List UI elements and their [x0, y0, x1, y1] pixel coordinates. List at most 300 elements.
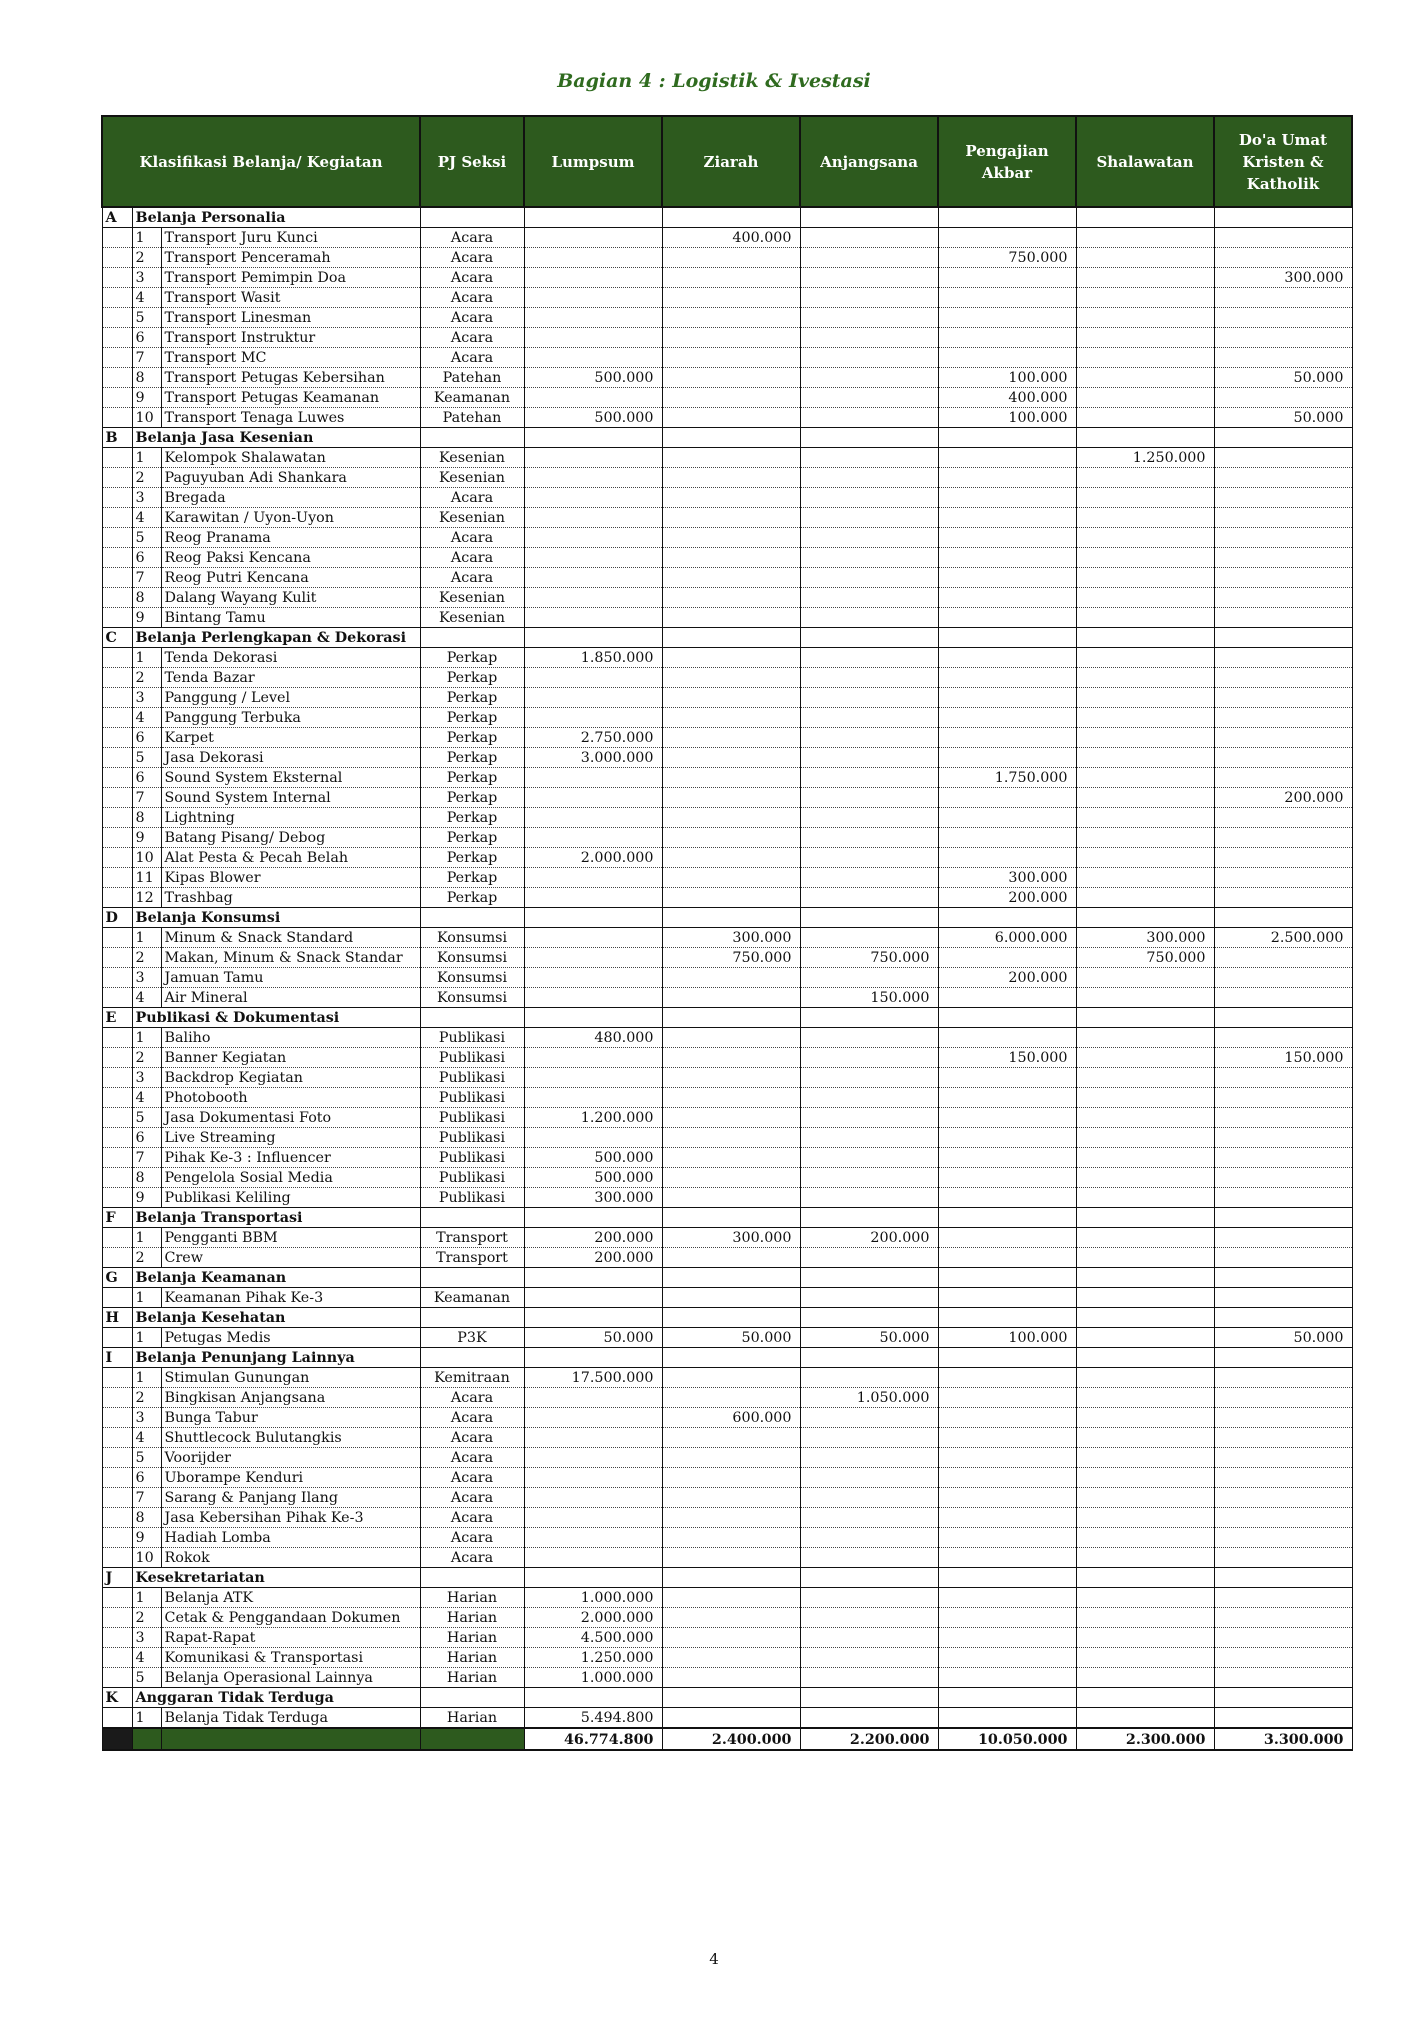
value-anjangsana: 150.000 — [800, 988, 938, 1008]
page-number: 4 — [709, 1950, 719, 1968]
value-doa-umat — [1214, 748, 1352, 768]
value-shalawatan — [1076, 1148, 1214, 1168]
value-ziarah — [662, 488, 800, 508]
value-anjangsana — [800, 1528, 938, 1548]
empty-cell — [662, 628, 800, 648]
empty-cell — [102, 508, 132, 528]
value-pengajian-akbar — [938, 1588, 1076, 1608]
value-lumpsum: 1.000.000 — [524, 1588, 662, 1608]
value-shalawatan — [1076, 1168, 1214, 1188]
table-row — [102, 708, 1352, 728]
empty-cell — [1076, 1008, 1214, 1028]
item-number: 4 — [132, 1648, 161, 1668]
value-doa-umat — [1214, 1608, 1352, 1628]
value-pengajian-akbar — [938, 1028, 1076, 1048]
value-ziarah — [662, 788, 800, 808]
section-code: F — [102, 1208, 132, 1228]
value-shalawatan — [1076, 648, 1214, 668]
value-shalawatan: 750.000 — [1076, 948, 1214, 968]
value-lumpsum: 50.000 — [524, 1328, 662, 1348]
value-ziarah — [662, 1428, 800, 1448]
value-doa-umat — [1214, 508, 1352, 528]
table-row — [102, 948, 1352, 968]
value-lumpsum: 300.000 — [524, 1188, 662, 1208]
item-name: Karawitan / Uyon-Uyon — [161, 508, 420, 528]
item-name: Transport Penceramah — [161, 248, 420, 268]
item-name: Petugas Medis — [161, 1328, 420, 1348]
value-anjangsana — [800, 228, 938, 248]
item-pj-seksi: Acara — [420, 488, 524, 508]
empty-cell — [800, 1348, 938, 1368]
table-row — [102, 1528, 1352, 1548]
empty-cell — [800, 1308, 938, 1328]
table-row — [102, 1448, 1352, 1468]
item-number: 1 — [132, 1288, 161, 1308]
value-pengajian-akbar — [938, 1428, 1076, 1448]
value-pengajian-akbar — [938, 948, 1076, 968]
item-number: 5 — [132, 1108, 161, 1128]
item-name: Transport Instruktur — [161, 328, 420, 348]
empty-cell — [1076, 1348, 1214, 1368]
value-ziarah — [662, 1648, 800, 1668]
table-row — [102, 308, 1352, 328]
table-row — [102, 1048, 1352, 1068]
value-anjangsana — [800, 1288, 938, 1308]
value-ziarah — [662, 1588, 800, 1608]
value-anjangsana — [800, 448, 938, 468]
item-name: Keamanan Pihak Ke-3 — [161, 1288, 420, 1308]
value-ziarah — [662, 348, 800, 368]
empty-cell — [800, 1008, 938, 1028]
header-pj-seksi: PJ Seksi — [420, 116, 524, 207]
empty-cell — [1076, 1208, 1214, 1228]
value-lumpsum — [524, 1288, 662, 1308]
value-shalawatan — [1076, 868, 1214, 888]
item-name: Rokok — [161, 1548, 420, 1568]
item-pj-seksi: Perkap — [420, 848, 524, 868]
empty-cell — [102, 768, 132, 788]
value-lumpsum: 1.850.000 — [524, 648, 662, 668]
value-anjangsana — [800, 708, 938, 728]
item-name: Photobooth — [161, 1088, 420, 1108]
value-lumpsum — [524, 348, 662, 368]
section-title: Belanja Jasa Kesenian — [132, 428, 420, 448]
value-shalawatan — [1076, 1368, 1214, 1388]
item-pj-seksi: Harian — [420, 1668, 524, 1688]
table-row — [102, 1108, 1352, 1128]
value-pengajian-akbar: 100.000 — [938, 408, 1076, 428]
empty-cell — [800, 1268, 938, 1288]
table-row — [102, 768, 1352, 788]
value-pengajian-akbar — [938, 1228, 1076, 1248]
empty-cell — [102, 448, 132, 468]
value-ziarah — [662, 768, 800, 788]
table-row — [102, 1508, 1352, 1528]
empty-cell — [102, 228, 132, 248]
value-ziarah — [662, 548, 800, 568]
empty-cell — [1214, 628, 1352, 648]
value-shalawatan — [1076, 568, 1214, 588]
empty-cell — [102, 868, 132, 888]
value-doa-umat — [1214, 1708, 1352, 1729]
value-shalawatan — [1076, 1448, 1214, 1468]
item-number: 6 — [132, 768, 161, 788]
value-shalawatan — [1076, 468, 1214, 488]
table-row — [102, 568, 1352, 588]
item-name: Minum & Snack Standard — [161, 928, 420, 948]
empty-cell — [102, 1108, 132, 1128]
value-pengajian-akbar — [938, 528, 1076, 548]
empty-cell — [938, 1348, 1076, 1368]
value-lumpsum: 500.000 — [524, 408, 662, 428]
value-ziarah — [662, 408, 800, 428]
item-name: Bintang Tamu — [161, 608, 420, 628]
section-row — [102, 1308, 1352, 1328]
empty-cell — [420, 1208, 524, 1228]
item-pj-seksi: Harian — [420, 1708, 524, 1729]
item-number: 7 — [132, 348, 161, 368]
empty-cell — [662, 1208, 800, 1228]
header-classification: Klasifikasi Belanja/ Kegiatan — [102, 116, 420, 207]
value-pengajian-akbar — [938, 1628, 1076, 1648]
empty-cell — [420, 1308, 524, 1328]
item-number: 3 — [132, 1408, 161, 1428]
empty-cell — [1076, 1568, 1214, 1588]
value-pengajian-akbar — [938, 548, 1076, 568]
value-ziarah — [662, 888, 800, 908]
value-doa-umat — [1214, 608, 1352, 628]
totals-spacer — [132, 1728, 161, 1750]
empty-cell — [1214, 1308, 1352, 1328]
section-title: Belanja Perlengkapan & Dekorasi — [132, 628, 420, 648]
empty-cell — [1214, 1348, 1352, 1368]
value-anjangsana — [800, 1468, 938, 1488]
table-row — [102, 1368, 1352, 1388]
value-pengajian-akbar — [938, 1088, 1076, 1108]
value-ziarah — [662, 848, 800, 868]
section-row — [102, 1268, 1352, 1288]
item-name: Kelompok Shalawatan — [161, 448, 420, 468]
empty-cell — [420, 207, 524, 228]
value-lumpsum — [524, 828, 662, 848]
value-shalawatan — [1076, 1548, 1214, 1568]
value-pengajian-akbar — [938, 1508, 1076, 1528]
value-ziarah: 750.000 — [662, 948, 800, 968]
value-pengajian-akbar — [938, 1388, 1076, 1408]
table-row — [102, 548, 1352, 568]
value-shalawatan — [1076, 548, 1214, 568]
empty-cell — [102, 688, 132, 708]
value-anjangsana — [800, 848, 938, 868]
value-anjangsana — [800, 348, 938, 368]
table-row — [102, 1328, 1352, 1348]
value-ziarah — [662, 1528, 800, 1548]
value-ziarah — [662, 248, 800, 268]
empty-cell — [1076, 628, 1214, 648]
value-shalawatan — [1076, 1488, 1214, 1508]
section-title: Belanja Personalia — [132, 207, 420, 228]
item-name: Lightning — [161, 808, 420, 828]
empty-cell — [102, 1628, 132, 1648]
empty-cell — [102, 1648, 132, 1668]
value-doa-umat — [1214, 328, 1352, 348]
value-doa-umat — [1214, 1288, 1352, 1308]
table-row — [102, 1408, 1352, 1428]
empty-cell — [800, 428, 938, 448]
item-number: 4 — [132, 1088, 161, 1108]
item-name: Reog Pranama — [161, 528, 420, 548]
empty-cell — [102, 668, 132, 688]
empty-cell — [102, 548, 132, 568]
item-name: Publikasi Keliling — [161, 1188, 420, 1208]
empty-cell — [1214, 1568, 1352, 1588]
empty-cell — [102, 948, 132, 968]
empty-cell — [102, 328, 132, 348]
value-doa-umat — [1214, 1508, 1352, 1528]
table-row — [102, 1488, 1352, 1508]
empty-cell — [1214, 207, 1352, 228]
totals-marker — [102, 1728, 132, 1750]
value-pengajian-akbar — [938, 1408, 1076, 1428]
value-doa-umat — [1214, 588, 1352, 608]
item-pj-seksi: Kesenian — [420, 588, 524, 608]
item-number: 5 — [132, 1668, 161, 1688]
value-shalawatan — [1076, 1128, 1214, 1148]
item-name: Kipas Blower — [161, 868, 420, 888]
value-ziarah — [662, 1148, 800, 1168]
item-name: Transport Tenaga Luwes — [161, 408, 420, 428]
value-ziarah — [662, 1388, 800, 1408]
item-pj-seksi: Harian — [420, 1648, 524, 1668]
empty-cell — [102, 1468, 132, 1488]
section-title: Anggaran Tidak Terduga — [132, 1688, 420, 1708]
value-ziarah — [662, 1468, 800, 1488]
value-anjangsana — [800, 368, 938, 388]
value-ziarah: 50.000 — [662, 1328, 800, 1348]
empty-cell — [102, 988, 132, 1008]
value-anjangsana — [800, 508, 938, 528]
empty-cell — [102, 788, 132, 808]
total-shalawatan: 2.300.000 — [1076, 1728, 1214, 1750]
value-doa-umat — [1214, 1148, 1352, 1168]
value-shalawatan — [1076, 1108, 1214, 1128]
empty-cell — [102, 468, 132, 488]
empty-cell — [102, 1528, 132, 1548]
value-shalawatan — [1076, 1288, 1214, 1308]
item-name: Dalang Wayang Kulit — [161, 588, 420, 608]
header-shalawatan: Shalawatan — [1076, 116, 1214, 207]
table-row — [102, 448, 1352, 468]
section-title: Kesekretariatan — [132, 1568, 420, 1588]
item-pj-seksi: Publikasi — [420, 1028, 524, 1048]
value-anjangsana — [800, 1628, 938, 1648]
empty-cell — [102, 248, 132, 268]
empty-cell — [102, 848, 132, 868]
page-title: Bagian 4 : Logistik & Ivestasi — [557, 70, 871, 92]
value-doa-umat — [1214, 1068, 1352, 1088]
empty-cell — [1076, 1688, 1214, 1708]
value-ziarah: 400.000 — [662, 228, 800, 248]
value-pengajian-akbar: 750.000 — [938, 248, 1076, 268]
item-pj-seksi: Acara — [420, 228, 524, 248]
empty-cell — [1214, 1008, 1352, 1028]
value-doa-umat — [1214, 1128, 1352, 1148]
value-pengajian-akbar — [938, 1168, 1076, 1188]
value-pengajian-akbar — [938, 1668, 1076, 1688]
value-pengajian-akbar — [938, 1528, 1076, 1548]
value-doa-umat — [1214, 1368, 1352, 1388]
table-row — [102, 528, 1352, 548]
value-doa-umat — [1214, 1168, 1352, 1188]
value-lumpsum: 3.000.000 — [524, 748, 662, 768]
value-anjangsana — [800, 1148, 938, 1168]
table-row — [102, 228, 1352, 248]
value-lumpsum — [524, 1048, 662, 1068]
section-code: I — [102, 1348, 132, 1368]
item-number: 2 — [132, 1388, 161, 1408]
value-lumpsum — [524, 1488, 662, 1508]
value-anjangsana — [800, 1488, 938, 1508]
value-shalawatan — [1076, 1048, 1214, 1068]
item-number: 4 — [132, 708, 161, 728]
value-shalawatan — [1076, 1708, 1214, 1729]
value-lumpsum — [524, 1468, 662, 1488]
item-pj-seksi: Perkap — [420, 808, 524, 828]
value-ziarah — [662, 968, 800, 988]
empty-cell — [102, 1428, 132, 1448]
empty-cell — [102, 968, 132, 988]
value-pengajian-akbar — [938, 308, 1076, 328]
value-anjangsana — [800, 308, 938, 328]
value-doa-umat — [1214, 848, 1352, 868]
item-number: 9 — [132, 1528, 161, 1548]
empty-cell — [1076, 1268, 1214, 1288]
value-shalawatan — [1076, 1608, 1214, 1628]
item-number: 11 — [132, 868, 161, 888]
value-pengajian-akbar — [938, 1188, 1076, 1208]
item-name: Baliho — [161, 1028, 420, 1048]
item-pj-seksi: Acara — [420, 328, 524, 348]
value-lumpsum — [524, 1128, 662, 1148]
value-shalawatan — [1076, 348, 1214, 368]
item-number: 2 — [132, 668, 161, 688]
value-lumpsum — [524, 808, 662, 828]
value-anjangsana — [800, 268, 938, 288]
value-anjangsana — [800, 568, 938, 588]
table-row — [102, 748, 1352, 768]
value-doa-umat: 200.000 — [1214, 788, 1352, 808]
value-anjangsana — [800, 1128, 938, 1148]
empty-cell — [102, 1608, 132, 1628]
item-number: 3 — [132, 268, 161, 288]
empty-cell — [102, 748, 132, 768]
value-ziarah — [662, 828, 800, 848]
value-doa-umat — [1214, 968, 1352, 988]
item-name: Transport Pemimpin Doa — [161, 268, 420, 288]
empty-cell — [102, 368, 132, 388]
item-name: Komunikasi & Transportasi — [161, 1648, 420, 1668]
empty-cell — [1214, 428, 1352, 448]
item-number: 3 — [132, 1628, 161, 1648]
table-row — [102, 1188, 1352, 1208]
empty-cell — [1076, 207, 1214, 228]
value-lumpsum: 200.000 — [524, 1248, 662, 1268]
value-shalawatan — [1076, 768, 1214, 788]
empty-cell — [1214, 1208, 1352, 1228]
value-shalawatan — [1076, 268, 1214, 288]
table-row — [102, 1648, 1352, 1668]
section-title: Belanja Konsumsi — [132, 908, 420, 928]
value-doa-umat — [1214, 688, 1352, 708]
value-anjangsana — [800, 1168, 938, 1188]
value-doa-umat — [1214, 568, 1352, 588]
empty-cell — [1214, 1268, 1352, 1288]
item-number: 4 — [132, 288, 161, 308]
value-anjangsana — [800, 668, 938, 688]
table-row — [102, 788, 1352, 808]
total-ziarah: 2.400.000 — [662, 1728, 800, 1750]
value-anjangsana: 1.050.000 — [800, 1388, 938, 1408]
item-pj-seksi: Harian — [420, 1588, 524, 1608]
value-anjangsana — [800, 1448, 938, 1468]
value-lumpsum — [524, 448, 662, 468]
empty-cell — [102, 928, 132, 948]
item-pj-seksi: Publikasi — [420, 1108, 524, 1128]
table-row — [102, 268, 1352, 288]
empty-cell — [800, 628, 938, 648]
value-doa-umat — [1214, 1448, 1352, 1468]
value-ziarah — [662, 388, 800, 408]
value-shalawatan — [1076, 608, 1214, 628]
value-shalawatan — [1076, 848, 1214, 868]
section-title: Belanja Penunjang Lainnya — [132, 1348, 420, 1368]
value-pengajian-akbar — [938, 808, 1076, 828]
value-lumpsum — [524, 768, 662, 788]
item-number: 3 — [132, 1068, 161, 1088]
item-name: Voorijder — [161, 1448, 420, 1468]
totals-spacer — [420, 1728, 524, 1750]
value-anjangsana — [800, 328, 938, 348]
value-pengajian-akbar — [938, 1288, 1076, 1308]
value-shalawatan — [1076, 728, 1214, 748]
item-pj-seksi: Acara — [420, 1548, 524, 1568]
empty-cell — [1076, 1308, 1214, 1328]
empty-cell — [800, 207, 938, 228]
value-doa-umat — [1214, 1248, 1352, 1268]
value-lumpsum — [524, 248, 662, 268]
value-pengajian-akbar — [938, 668, 1076, 688]
value-shalawatan — [1076, 1648, 1214, 1668]
value-pengajian-akbar — [938, 1128, 1076, 1148]
item-pj-seksi: Perkap — [420, 648, 524, 668]
item-pj-seksi: Perkap — [420, 828, 524, 848]
empty-cell — [800, 1208, 938, 1228]
value-pengajian-akbar — [938, 788, 1076, 808]
value-anjangsana — [800, 1548, 938, 1568]
empty-cell — [524, 908, 662, 928]
empty-cell — [102, 1088, 132, 1108]
value-shalawatan — [1076, 708, 1214, 728]
section-row — [102, 1348, 1352, 1368]
value-anjangsana — [800, 1428, 938, 1448]
value-lumpsum: 200.000 — [524, 1228, 662, 1248]
empty-cell — [524, 1008, 662, 1028]
empty-cell — [102, 648, 132, 668]
value-anjangsana — [800, 1108, 938, 1128]
value-ziarah — [662, 1168, 800, 1188]
table-row — [102, 968, 1352, 988]
item-pj-seksi: Perkap — [420, 668, 524, 688]
